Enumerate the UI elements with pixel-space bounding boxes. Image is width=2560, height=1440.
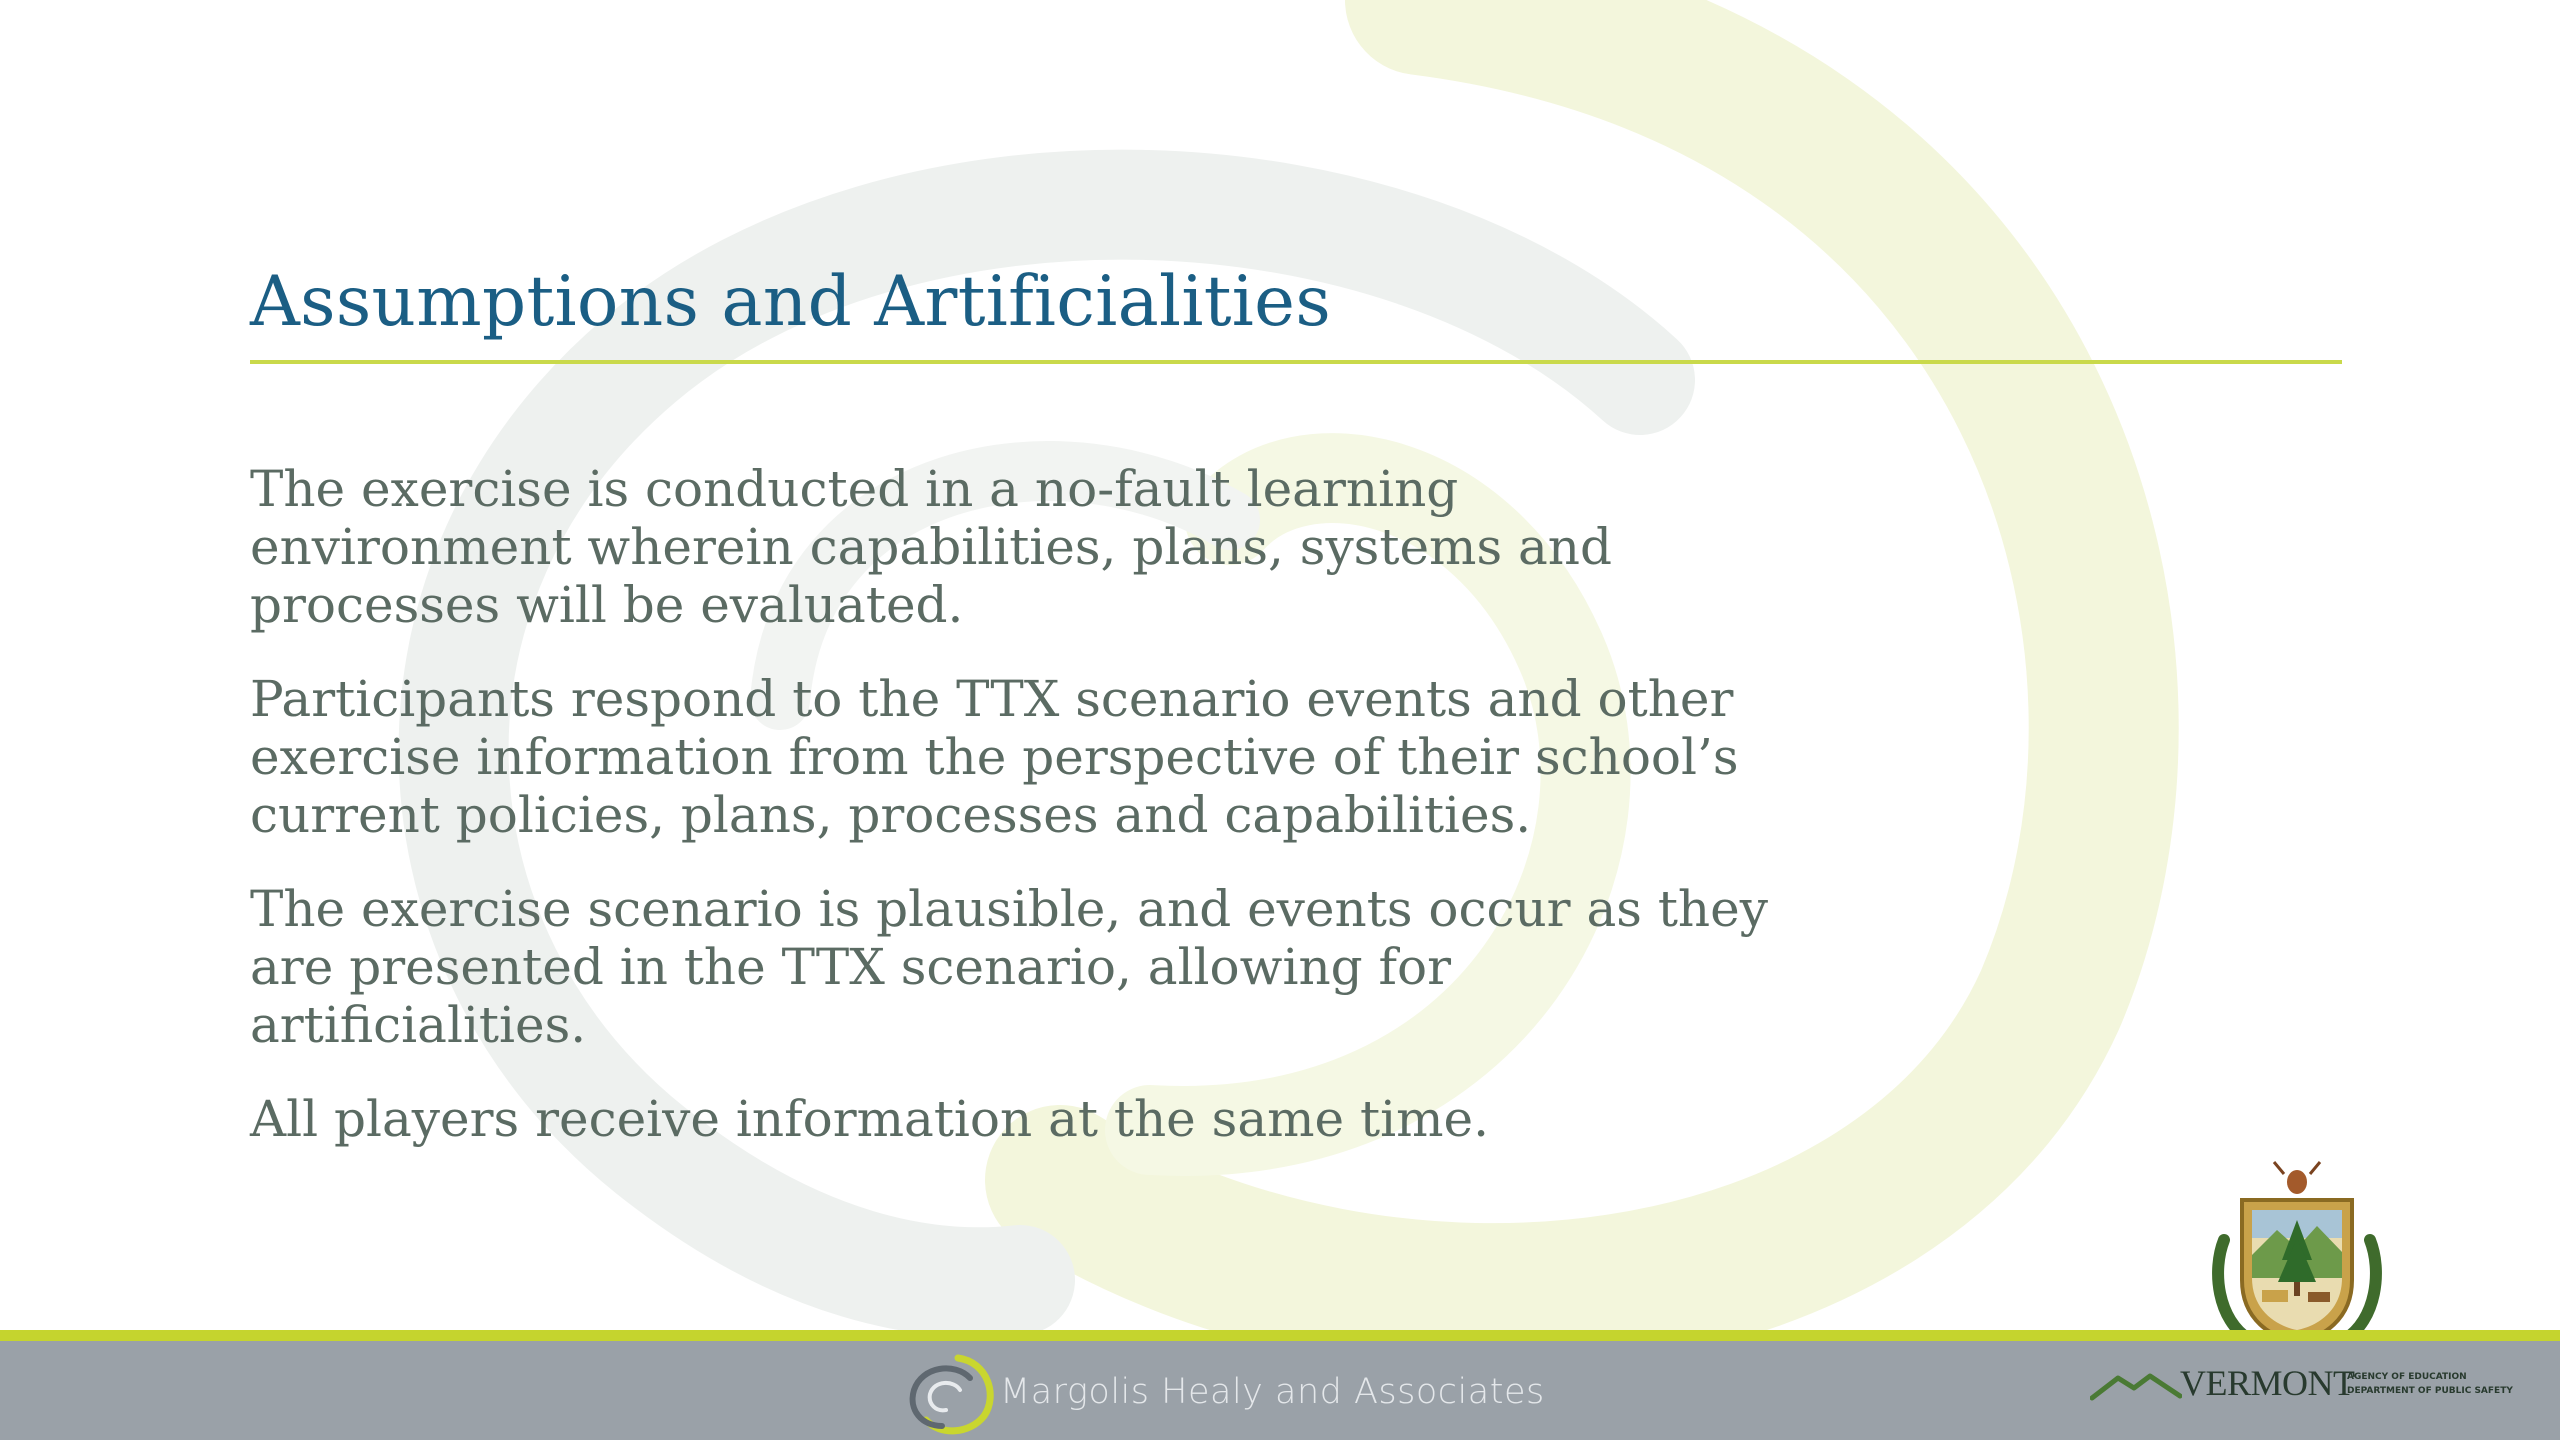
company-name: Margolis Healy and Associates [1000, 1372, 1545, 1412]
slide-body [250, 460, 1790, 1184]
paragraph: The exercise scenario is plausible, and events occur as they are presented in the TTX scenario, allowing for artificialities. [250, 880, 1768, 1054]
slide-title: Assumptions and Artificialities [250, 262, 1332, 342]
state-name: VERMONT [2180, 1363, 2355, 1403]
agency-names [2347, 1370, 2513, 1398]
agency-line: AGENCY OF EDUCATION [2347, 1372, 2467, 1382]
title-divider [250, 360, 2342, 364]
footer-accent-line [0, 1330, 2560, 1341]
agency-line: DEPARTMENT OF PUBLIC SAFETY [2347, 1386, 2513, 1396]
paragraph: All players receive information at the same time. [250, 1090, 1490, 1148]
vermont-state-seal-icon [2212, 1160, 2382, 1350]
paragraph: Participants respond to the TTX scenario events and other exercise information from the perspective of their school’s current policies, plans, processes and capabilities. [250, 670, 1739, 844]
paragraph: The exercise is conducted in a no-fault learning environment wherein capabilities, plans, systems and processes will be evaluated. [250, 460, 1613, 634]
mountain-logo-icon [2090, 1368, 2182, 1402]
swirl-logo-icon [900, 1350, 1000, 1436]
